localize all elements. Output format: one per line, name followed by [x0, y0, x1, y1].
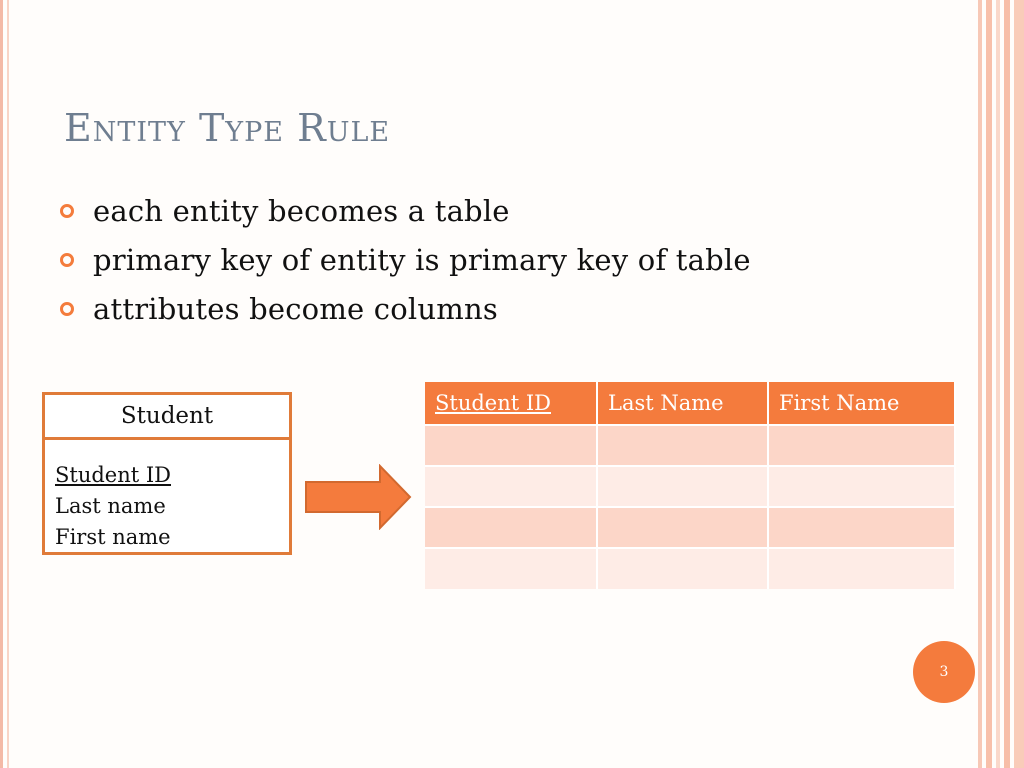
table-cell	[597, 507, 768, 548]
entity-attribute: First name	[55, 525, 171, 549]
left-stripe	[0, 0, 3, 768]
right-arrow-icon	[304, 464, 412, 530]
right-stripe-5	[1014, 0, 1024, 768]
bullet-text: primary key of entity is primary key of table	[93, 242, 751, 277]
table-header-primary-key: Student ID	[425, 382, 597, 425]
table-cell	[425, 466, 597, 507]
bullet-item	[60, 284, 751, 333]
entity-attribute: Last name	[55, 494, 166, 518]
entity-name: Student	[45, 395, 289, 440]
table-row	[425, 466, 955, 507]
table-header: Last Name	[597, 382, 768, 425]
bullet-text: each entity becomes a table	[93, 193, 510, 228]
table-header-row	[425, 382, 955, 425]
table-cell	[425, 548, 597, 589]
bullet-text: attributes become columns	[93, 291, 498, 326]
entity-attributes	[45, 440, 289, 553]
table-cell	[768, 466, 955, 507]
page-number: 3	[913, 641, 975, 703]
ring-bullet-icon	[60, 204, 74, 218]
ring-bullet-icon	[60, 302, 74, 316]
bullet-item	[60, 235, 751, 284]
table-cell	[768, 548, 955, 589]
table-cell	[425, 507, 597, 548]
table-cell	[768, 425, 955, 466]
relation-table	[425, 382, 956, 589]
entity-box	[42, 392, 292, 555]
right-stripe-4	[1004, 0, 1010, 768]
table-header: First Name	[768, 382, 955, 425]
table-row	[425, 507, 955, 548]
right-stripe-3	[996, 0, 1000, 768]
table-cell	[597, 425, 768, 466]
right-stripe-2	[986, 0, 992, 768]
slide-title: Entity Type Rule	[64, 106, 391, 150]
left-stripe-inner	[7, 0, 9, 768]
table-cell	[425, 425, 597, 466]
bullet-item	[60, 186, 751, 235]
ring-bullet-icon	[60, 253, 74, 267]
right-stripe-1	[978, 0, 982, 768]
table-row	[425, 425, 955, 466]
bullet-list	[60, 186, 751, 333]
entity-attribute-primary-key: Student ID	[55, 463, 171, 487]
table-cell	[597, 548, 768, 589]
table-row	[425, 548, 955, 589]
table-cell	[768, 507, 955, 548]
table-cell	[597, 466, 768, 507]
